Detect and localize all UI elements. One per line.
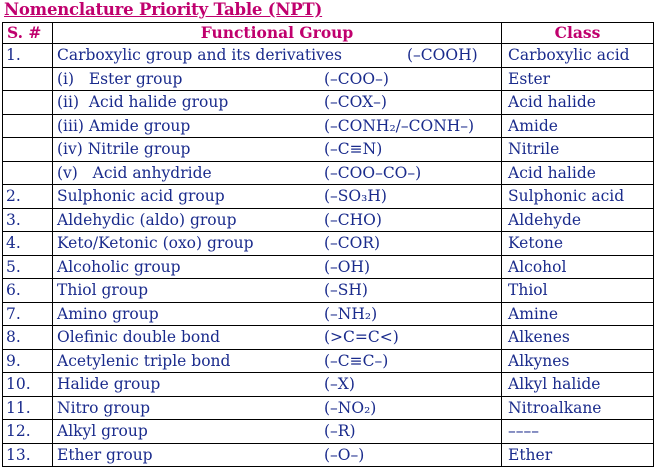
table-row [3, 420, 654, 444]
functional-group-name: (iii) Amide group [57, 116, 191, 135]
table-row [3, 67, 654, 91]
functional-group-formula: (–NH₂) [324, 304, 378, 323]
functional-group-formula: (–CHO) [324, 210, 382, 229]
row-number [3, 67, 53, 91]
functional-group-formula: (–SH) [324, 281, 368, 300]
table-row [3, 232, 654, 256]
table-row [3, 91, 654, 115]
functional-group-cell [53, 44, 502, 68]
row-number [3, 114, 53, 138]
row-number: 9. [3, 349, 53, 373]
functional-group-formula: (–C≡C–) [324, 351, 389, 370]
functional-group-formula: (–X) [324, 375, 355, 394]
header-sno: S. # [3, 23, 53, 44]
functional-group-cell [53, 114, 502, 138]
table-row [3, 443, 654, 467]
class-cell: Amine [502, 302, 654, 326]
functional-group-cell [53, 232, 502, 256]
functional-group-name: Acetylenic triple bond [57, 351, 231, 370]
class-cell: Alkynes [502, 349, 654, 373]
table-header-row [3, 23, 654, 44]
class-cell: Alkenes [502, 326, 654, 350]
class-cell: Amide [502, 114, 654, 138]
page-title: Nomenclature Priority Table (NPT) [4, 0, 323, 19]
functional-group-cell [53, 326, 502, 350]
class-cell: Alcohol [502, 255, 654, 279]
row-number: 5. [3, 255, 53, 279]
class-cell: Nitrile [502, 138, 654, 162]
header-functional-group: Functional Group [53, 23, 502, 44]
row-number: 8. [3, 326, 53, 350]
table-row [3, 114, 654, 138]
functional-group-name: Thiol group [57, 281, 149, 300]
row-number [3, 91, 53, 115]
functional-group-cell [53, 208, 502, 232]
class-cell: Alkyl halide [502, 373, 654, 397]
functional-group-name: (iv) Nitrile group [57, 140, 191, 159]
row-number [3, 138, 53, 162]
functional-group-cell [53, 67, 502, 91]
table-row [3, 161, 654, 185]
row-number: 2. [3, 185, 53, 209]
table-row [3, 373, 654, 397]
functional-group-name: Olefinic double bond [57, 328, 221, 347]
row-number [3, 161, 53, 185]
functional-group-formula: (–CONH₂/–CONH–) [324, 116, 475, 135]
class-cell: Carboxylic acid [502, 44, 654, 68]
header-class: Class [502, 23, 654, 44]
table-row [3, 44, 654, 68]
functional-group-formula: (–NO₂) [324, 398, 377, 417]
functional-group-formula: (–O–) [324, 445, 365, 464]
functional-group-formula: (–C≡N) [324, 140, 383, 159]
functional-group-cell [53, 138, 502, 162]
functional-group-formula: (–SO₃H) [324, 187, 387, 206]
functional-group-cell [53, 161, 502, 185]
table-row [3, 138, 654, 162]
functional-group-name: (ii) Acid halide group [57, 93, 229, 112]
functional-group-formula: (–COOH) [407, 46, 478, 65]
functional-group-name: Keto/Ketonic (oxo) group [57, 234, 254, 253]
class-cell: Aldehyde [502, 208, 654, 232]
functional-group-name: Ether group [57, 445, 153, 464]
functional-group-formula: (–R) [324, 422, 356, 441]
functional-group-cell [53, 373, 502, 397]
row-number: 10. [3, 373, 53, 397]
class-cell: Ketone [502, 232, 654, 256]
functional-group-formula: (–OH) [324, 257, 371, 276]
functional-group-cell [53, 302, 502, 326]
table-row [3, 302, 654, 326]
functional-group-name: Amino group [57, 304, 159, 323]
functional-group-formula: (–COO–CO–) [324, 163, 422, 182]
class-cell: Acid halide [502, 91, 654, 115]
class-cell: Ester [502, 67, 654, 91]
functional-group-cell [53, 443, 502, 467]
table-row [3, 255, 654, 279]
row-number: 4. [3, 232, 53, 256]
functional-group-name: Carboxylic group and its derivatives [57, 46, 342, 65]
functional-group-name: Halide group [57, 375, 161, 394]
npt-table [2, 22, 654, 467]
functional-group-name: Alcoholic group [57, 257, 181, 276]
table-row [3, 396, 654, 420]
functional-group-formula: (–COO–) [324, 69, 389, 88]
functional-group-name: Sulphonic acid group [57, 187, 225, 206]
class-cell: Ether [502, 443, 654, 467]
functional-group-cell [53, 91, 502, 115]
functional-group-cell [53, 396, 502, 420]
functional-group-name: (i) Ester group [57, 69, 183, 88]
table-row [3, 279, 654, 303]
class-cell: Nitroalkane [502, 396, 654, 420]
row-number: 3. [3, 208, 53, 232]
table-row [3, 326, 654, 350]
functional-group-name: Alkyl group [57, 422, 148, 441]
functional-group-name: (v) Acid anhydride [57, 163, 212, 182]
row-number: 7. [3, 302, 53, 326]
class-cell: Acid halide [502, 161, 654, 185]
table-row [3, 208, 654, 232]
class-cell: –––– [502, 420, 654, 444]
row-number: 6. [3, 279, 53, 303]
class-cell: Thiol [502, 279, 654, 303]
row-number: 12. [3, 420, 53, 444]
functional-group-cell [53, 255, 502, 279]
row-number: 13. [3, 443, 53, 467]
class-cell: Sulphonic acid [502, 185, 654, 209]
functional-group-name: Aldehydic (aldo) group [57, 210, 237, 229]
row-number: 11. [3, 396, 53, 420]
table-row [3, 185, 654, 209]
functional-group-cell [53, 279, 502, 303]
functional-group-name: Nitro group [57, 398, 150, 417]
functional-group-cell [53, 185, 502, 209]
functional-group-cell [53, 420, 502, 444]
row-number: 1. [3, 44, 53, 68]
functional-group-formula: (–COX–) [324, 93, 387, 112]
functional-group-formula: (>C=C<) [324, 328, 399, 347]
functional-group-formula: (–COR) [324, 234, 381, 253]
functional-group-cell [53, 349, 502, 373]
table-row [3, 349, 654, 373]
